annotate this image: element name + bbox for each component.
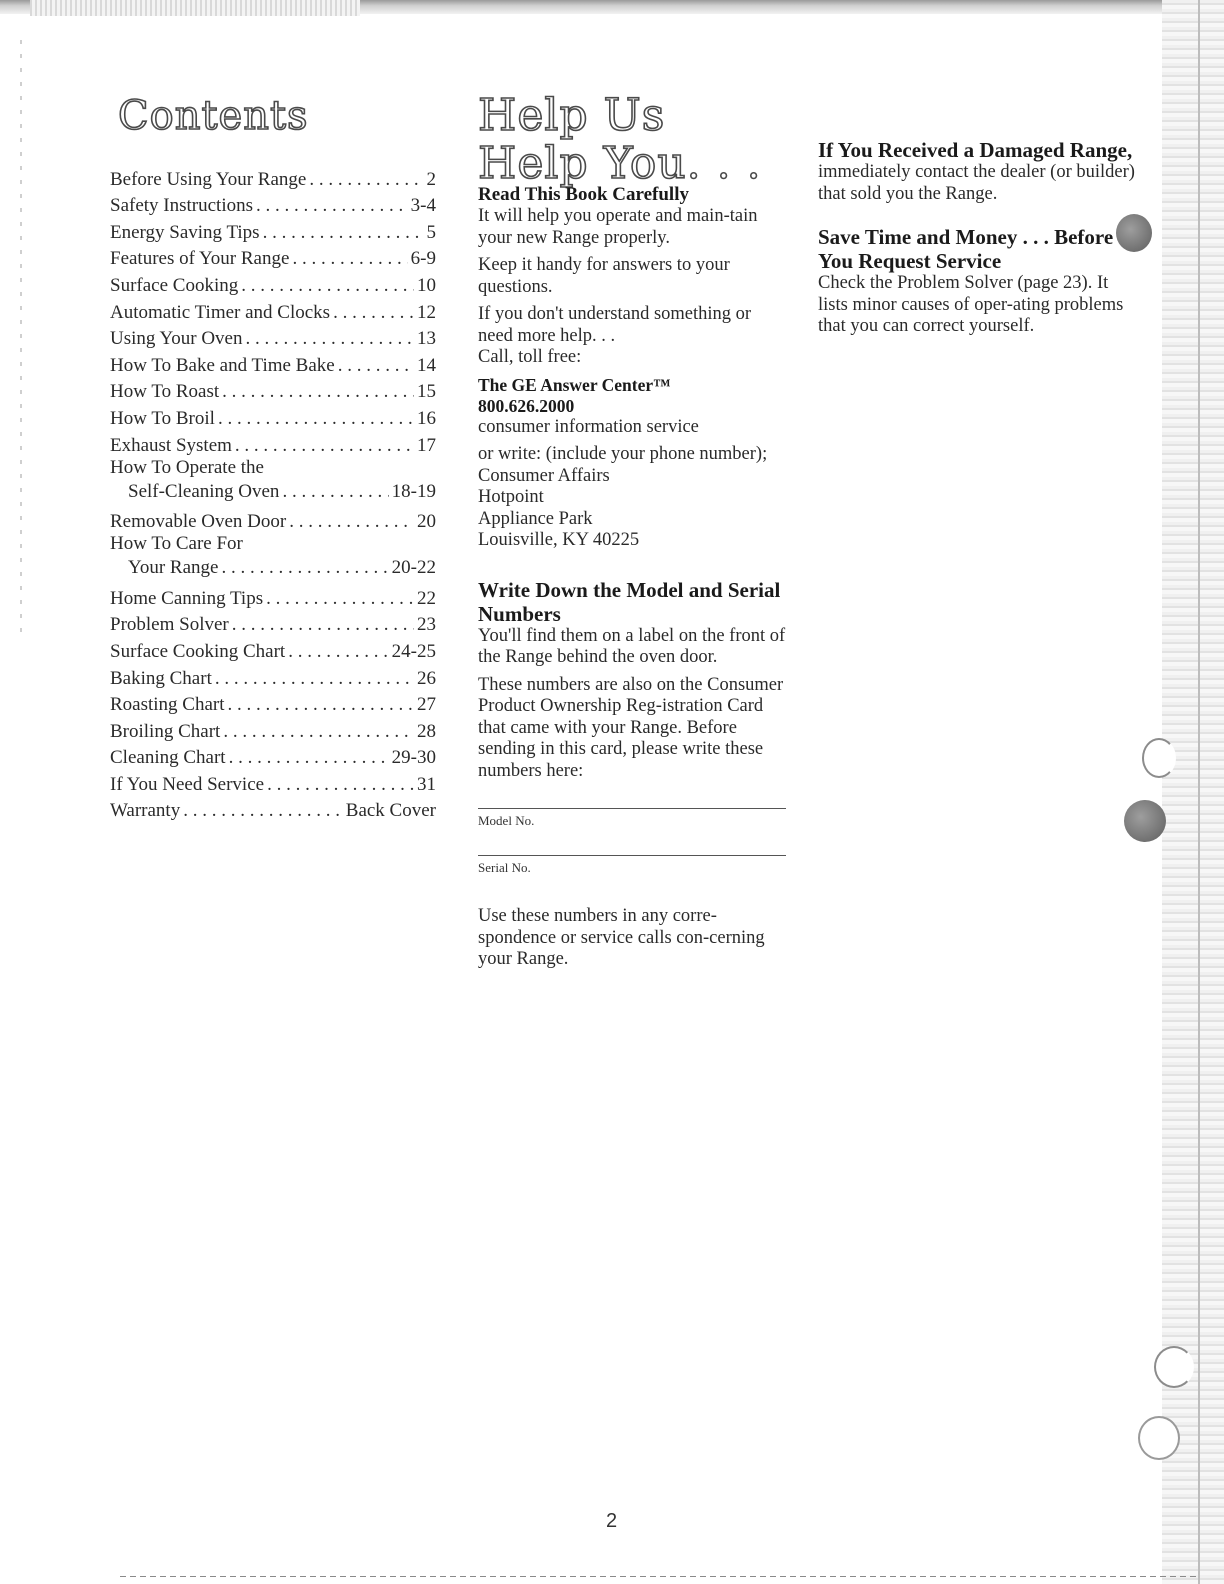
toc-page: 23 bbox=[417, 614, 436, 636]
toc-entry bbox=[110, 403, 436, 430]
toc-entry bbox=[110, 796, 436, 823]
use-numbers-text: Use these numbers in any corre-spondence or service calls con-cerning your Range. bbox=[478, 906, 765, 969]
toc-page: 6-9 bbox=[410, 248, 436, 270]
toc-page: 3-4 bbox=[410, 195, 436, 217]
toc-label: Using Your Oven bbox=[110, 328, 243, 350]
toc-label: Cleaning Chart bbox=[110, 747, 226, 769]
label-location-text: You'll find them on a label on the front of the Range behind the oven door. bbox=[478, 625, 786, 667]
toc-label: How To Bake and Time Bake bbox=[110, 354, 335, 376]
toc-label: Broiling Chart bbox=[110, 720, 221, 742]
save-time-text: Check the Problem Solver (page 23). It lists minor causes of oper-ating problems that you can correct yourself. bbox=[818, 273, 1124, 336]
toc-entry bbox=[110, 690, 436, 717]
need-help-text: If you don't understand something or need more help. . . bbox=[478, 304, 752, 346]
toc-page: Back Cover bbox=[345, 800, 436, 822]
toc-page: 29-30 bbox=[391, 747, 436, 769]
toc-page: 24-25 bbox=[391, 640, 436, 662]
toc-page: 26 bbox=[417, 667, 436, 689]
toc-entry bbox=[110, 164, 436, 191]
toc-entry bbox=[110, 636, 436, 663]
registration-card-text: These numbers are also on the Consumer Product Ownership Reg-istration Card that came with your Range. Before sending in this card, please write these numbers here: bbox=[478, 674, 784, 781]
toc-entry bbox=[110, 324, 436, 351]
address-line: Appliance Park bbox=[478, 508, 593, 529]
toc-page: 16 bbox=[417, 407, 436, 429]
answer-center-name: The GE Answer Center™ bbox=[478, 374, 671, 395]
toc-label: Before Using Your Range bbox=[110, 168, 307, 190]
toc-page: 15 bbox=[417, 381, 436, 403]
contents-title: Contents bbox=[118, 93, 309, 139]
help-title-line2: Help You. . . bbox=[478, 138, 762, 189]
serial-number-label: Serial No. bbox=[478, 860, 531, 875]
toc-page: 20-22 bbox=[391, 557, 436, 579]
toc-label: Features of Your Range bbox=[110, 248, 290, 270]
toc-page: 2 bbox=[426, 168, 436, 190]
answer-center-phone: 800.626.2000 bbox=[478, 395, 575, 416]
binder-hole-icon bbox=[1138, 1416, 1180, 1460]
toc-entry bbox=[110, 377, 436, 404]
address-line: Louisville, KY 40225 bbox=[478, 530, 640, 550]
address-line: Hotpoint bbox=[478, 487, 544, 507]
model-number-line[interactable] bbox=[478, 808, 786, 809]
scan-artifact-bottom bbox=[120, 1576, 1200, 1577]
scan-artifact-top-left bbox=[30, 0, 360, 16]
toc-entry bbox=[110, 743, 436, 770]
toc-label: How To Broil bbox=[110, 407, 215, 429]
toc-entry bbox=[110, 769, 436, 796]
damaged-range-heading: If You Received a Damaged Range, bbox=[818, 138, 1133, 162]
serial-number-line[interactable] bbox=[478, 855, 786, 856]
read-book-text: It will help you operate and main-tain your new Range properly. bbox=[478, 206, 758, 248]
scan-artifact-right-edge bbox=[1198, 0, 1200, 1584]
model-serial-heading: Write Down the Model and Serial Numbers bbox=[478, 577, 781, 626]
call-toll-free-text: Call, toll free: bbox=[478, 347, 582, 367]
toc-page: 28 bbox=[417, 720, 436, 742]
toc-entry bbox=[110, 663, 436, 690]
toc-label-continued: Your Range bbox=[128, 557, 219, 579]
toc-entry bbox=[110, 610, 436, 637]
answer-center-desc: consumer information service bbox=[478, 416, 699, 437]
help-title bbox=[478, 92, 762, 188]
toc-label: If You Need Service bbox=[110, 773, 265, 795]
toc-page: 10 bbox=[417, 274, 436, 296]
binder-hole-icon bbox=[1154, 1346, 1194, 1388]
toc-page: 18-19 bbox=[391, 480, 436, 502]
toc-label: Warranty bbox=[110, 800, 181, 822]
toc-label: How To Roast bbox=[110, 381, 220, 403]
toc-entry bbox=[110, 191, 436, 218]
toc-label: Automatic Timer and Clocks bbox=[110, 301, 331, 323]
damaged-range-text: immediately contact the dealer (or builder) that sold you the Range. bbox=[818, 162, 1135, 204]
read-book-heading: Read This Book Carefully bbox=[478, 184, 689, 205]
toc-entry bbox=[110, 270, 436, 297]
right-column bbox=[818, 138, 1138, 338]
toc-page: 17 bbox=[417, 434, 436, 456]
toc-label: Surface Cooking Chart bbox=[110, 640, 286, 662]
toc-label: Baking Chart bbox=[110, 667, 212, 689]
toc-label: Exhaust System bbox=[110, 434, 232, 456]
toc-label-continued: Self-Cleaning Oven bbox=[128, 480, 280, 502]
toc-page: 27 bbox=[417, 694, 436, 716]
scan-artifact-left bbox=[20, 40, 22, 640]
toc-entry bbox=[110, 350, 436, 377]
toc-entry bbox=[110, 507, 436, 534]
toc-entry bbox=[110, 457, 436, 503]
toc-label: Roasting Chart bbox=[110, 694, 225, 716]
keep-handy-text: Keep it handy for answers to your questions. bbox=[478, 255, 730, 297]
toc-label: Home Canning Tips bbox=[110, 587, 264, 609]
help-section bbox=[478, 184, 788, 971]
toc-label: How To Operate the bbox=[110, 456, 264, 478]
toc-page: 14 bbox=[417, 354, 436, 376]
toc-label: Surface Cooking bbox=[110, 274, 239, 296]
toc-page: 12 bbox=[417, 301, 436, 323]
toc-label: Problem Solver bbox=[110, 614, 229, 636]
toc-page: 20 bbox=[417, 511, 436, 533]
help-title-line1: Help Us bbox=[478, 90, 666, 141]
toc-entry bbox=[110, 583, 436, 610]
toc-entry bbox=[110, 716, 436, 743]
toc-entry bbox=[110, 297, 436, 324]
table-of-contents bbox=[110, 164, 436, 822]
binder-hole-icon bbox=[1142, 738, 1176, 778]
toc-entry bbox=[110, 244, 436, 271]
toc-label: Safety Instructions bbox=[110, 195, 254, 217]
toc-label: Removable Oven Door bbox=[110, 511, 287, 533]
save-time-heading: Save Time and Money . . . Before You Request Service bbox=[818, 225, 1114, 273]
toc-entry bbox=[110, 430, 436, 457]
page-number: 2 bbox=[606, 1510, 618, 1532]
model-number-label: Model No. bbox=[478, 813, 535, 828]
toc-label: Energy Saving Tips bbox=[110, 221, 260, 243]
toc-entry bbox=[110, 533, 436, 579]
toc-page: 5 bbox=[426, 221, 436, 243]
toc-page: 13 bbox=[417, 328, 436, 350]
binder-hole-icon bbox=[1124, 800, 1166, 842]
address-line: Consumer Affairs bbox=[478, 465, 610, 486]
write-intro-text: or write: (include your phone number); bbox=[478, 444, 768, 464]
toc-page: 22 bbox=[417, 587, 436, 609]
toc-entry bbox=[110, 217, 436, 244]
toc-label: How To Care For bbox=[110, 533, 243, 555]
toc-page: 31 bbox=[417, 773, 436, 795]
